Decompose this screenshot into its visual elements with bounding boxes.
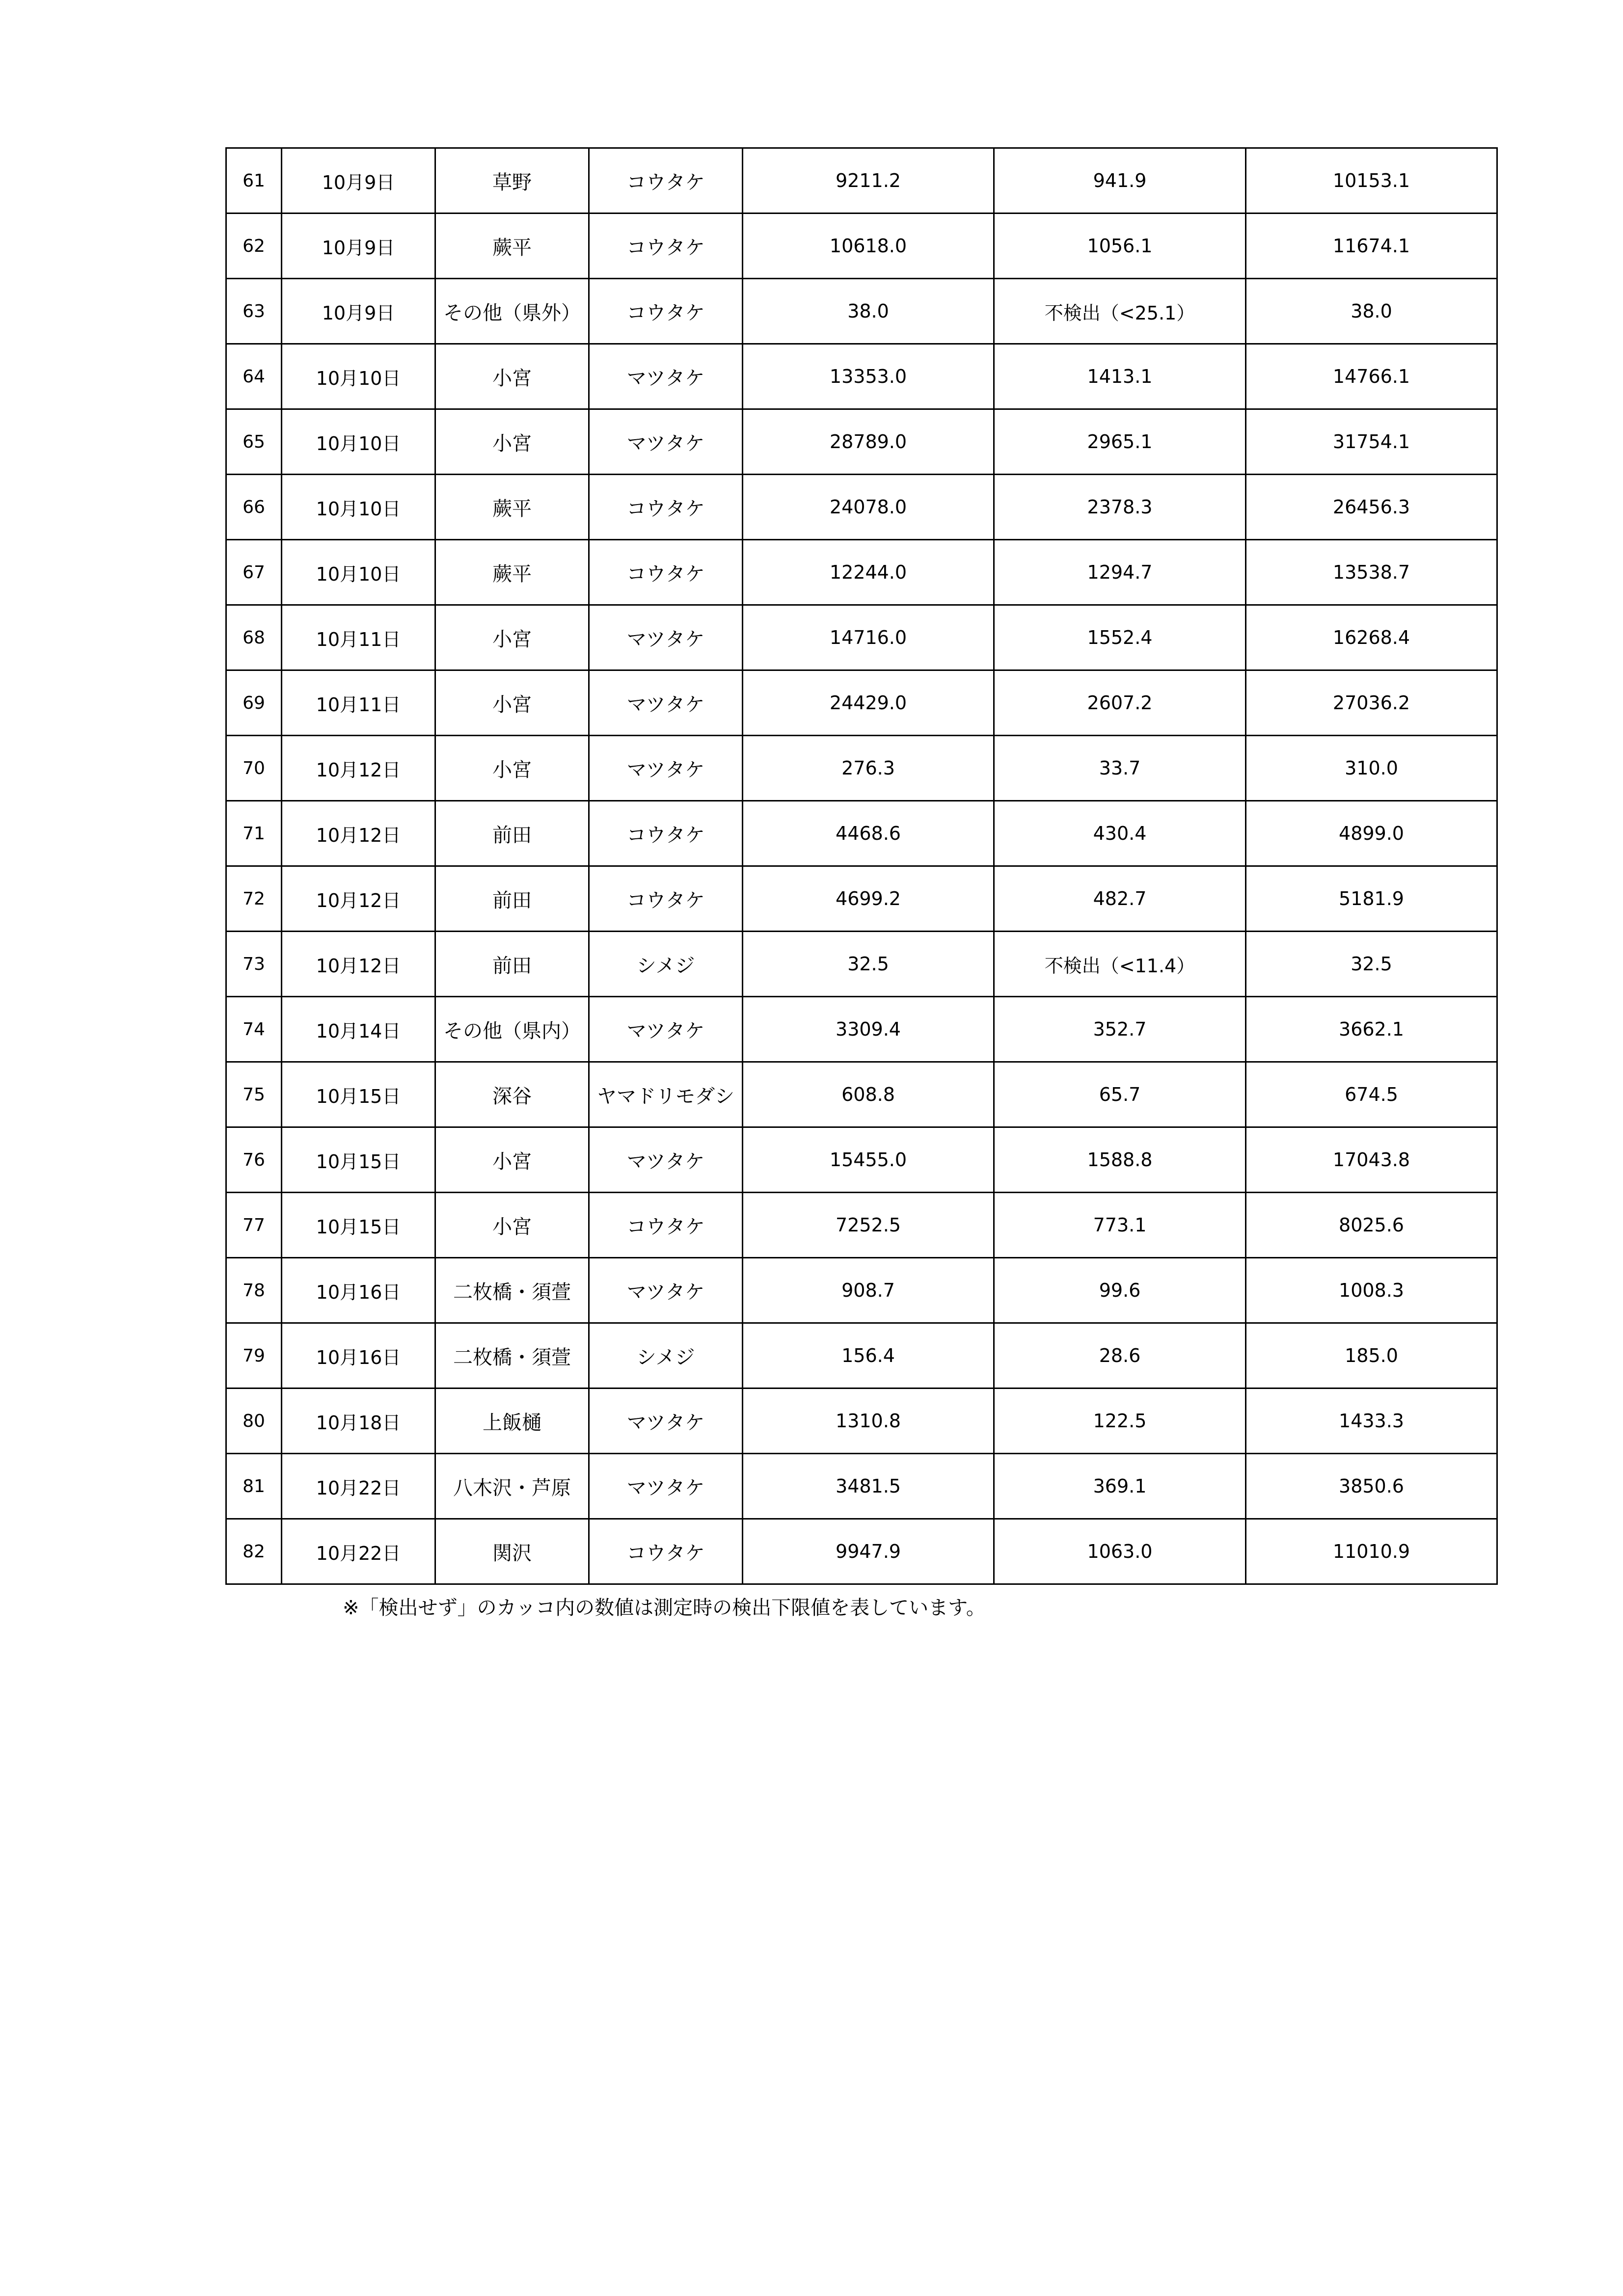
- table-body: [226, 148, 1497, 1584]
- cell-value-2: 1413.1: [994, 344, 1246, 409]
- table-row: [226, 214, 1497, 279]
- table-row: [226, 1258, 1497, 1323]
- cell-item: コウタケ: [589, 801, 743, 866]
- cell-item: コウタケ: [589, 1519, 743, 1584]
- cell-area: 小宮: [435, 1127, 589, 1193]
- cell-value-2: 482.7: [994, 866, 1246, 932]
- cell-number: 78: [226, 1258, 282, 1323]
- cell-value-1: 3481.5: [743, 1454, 994, 1519]
- cell-area: 蕨平: [435, 214, 589, 279]
- cell-value-2: 2965.1: [994, 409, 1246, 475]
- cell-number: 74: [226, 997, 282, 1062]
- cell-item: コウタケ: [589, 214, 743, 279]
- cell-total: 31754.1: [1246, 409, 1497, 475]
- cell-date: 10月15日: [282, 1193, 435, 1258]
- cell-value-1: 24429.0: [743, 670, 994, 736]
- cell-total: 3662.1: [1246, 997, 1497, 1062]
- cell-value-1: 12244.0: [743, 540, 994, 605]
- table-row: [226, 1519, 1497, 1584]
- cell-area: 上飯樋: [435, 1388, 589, 1454]
- cell-item: ヤマドリモダシ: [589, 1062, 743, 1127]
- cell-item: マツタケ: [589, 670, 743, 736]
- cell-number: 61: [226, 148, 282, 214]
- cell-date: 10月16日: [282, 1323, 435, 1388]
- cell-item: マツタケ: [589, 409, 743, 475]
- cell-date: 10月22日: [282, 1454, 435, 1519]
- cell-total: 5181.9: [1246, 866, 1497, 932]
- cell-item: マツタケ: [589, 1258, 743, 1323]
- cell-value-1: 10618.0: [743, 214, 994, 279]
- cell-value-1: 3309.4: [743, 997, 994, 1062]
- cell-value-1: 15455.0: [743, 1127, 994, 1193]
- cell-area: 草野: [435, 148, 589, 214]
- cell-number: 76: [226, 1127, 282, 1193]
- cell-value-2: 352.7: [994, 997, 1246, 1062]
- cell-area: 蕨平: [435, 475, 589, 540]
- cell-date: 10月9日: [282, 148, 435, 214]
- cell-total: 674.5: [1246, 1062, 1497, 1127]
- cell-total: 27036.2: [1246, 670, 1497, 736]
- cell-item: マツタケ: [589, 605, 743, 670]
- cell-date: 10月14日: [282, 997, 435, 1062]
- cell-number: 66: [226, 475, 282, 540]
- cell-value-2: 122.5: [994, 1388, 1246, 1454]
- cell-item: マツタケ: [589, 1454, 743, 1519]
- cell-total: 17043.8: [1246, 1127, 1497, 1193]
- cell-total: 14766.1: [1246, 344, 1497, 409]
- table-row: [226, 475, 1497, 540]
- cell-value-2: 99.6: [994, 1258, 1246, 1323]
- cell-value-1: 38.0: [743, 279, 994, 344]
- cell-item: マツタケ: [589, 1127, 743, 1193]
- table-row: [226, 932, 1497, 997]
- cell-number: 77: [226, 1193, 282, 1258]
- cell-value-1: 1310.8: [743, 1388, 994, 1454]
- cell-value-2: 941.9: [994, 148, 1246, 214]
- cell-value-1: 608.8: [743, 1062, 994, 1127]
- cell-total: 4899.0: [1246, 801, 1497, 866]
- table-row: [226, 409, 1497, 475]
- table-row: [226, 997, 1497, 1062]
- cell-number: 80: [226, 1388, 282, 1454]
- cell-number: 72: [226, 866, 282, 932]
- cell-date: 10月12日: [282, 866, 435, 932]
- cell-area: 二枚橋・須萱: [435, 1323, 589, 1388]
- cell-date: 10月9日: [282, 279, 435, 344]
- cell-item: マツタケ: [589, 997, 743, 1062]
- cell-date: 10月22日: [282, 1519, 435, 1584]
- cell-area: 前田: [435, 932, 589, 997]
- cell-date: 10月10日: [282, 540, 435, 605]
- cell-date: 10月10日: [282, 344, 435, 409]
- cell-area: 二枚橋・須萱: [435, 1258, 589, 1323]
- cell-value-2: 369.1: [994, 1454, 1246, 1519]
- cell-area: 小宮: [435, 605, 589, 670]
- cell-number: 82: [226, 1519, 282, 1584]
- cell-date: 10月9日: [282, 214, 435, 279]
- cell-total: 185.0: [1246, 1323, 1497, 1388]
- cell-area: 深谷: [435, 1062, 589, 1127]
- table-row: [226, 736, 1497, 801]
- cell-item: マツタケ: [589, 1388, 743, 1454]
- cell-date: 10月12日: [282, 801, 435, 866]
- cell-value-2: 28.6: [994, 1323, 1246, 1388]
- table-row: [226, 866, 1497, 932]
- cell-total: 11674.1: [1246, 214, 1497, 279]
- cell-total: 13538.7: [1246, 540, 1497, 605]
- cell-value-2: 1588.8: [994, 1127, 1246, 1193]
- cell-total: 1433.3: [1246, 1388, 1497, 1454]
- cell-area: 関沢: [435, 1519, 589, 1584]
- cell-item: シメジ: [589, 1323, 743, 1388]
- cell-item: コウタケ: [589, 1193, 743, 1258]
- cell-date: 10月15日: [282, 1127, 435, 1193]
- cell-value-2: 不検出（<11.4）: [994, 932, 1246, 997]
- cell-date: 10月12日: [282, 932, 435, 997]
- cell-value-2: 773.1: [994, 1193, 1246, 1258]
- cell-item: コウタケ: [589, 148, 743, 214]
- cell-area: その他（県内）: [435, 997, 589, 1062]
- cell-value-1: 9947.9: [743, 1519, 994, 1584]
- cell-date: 10月11日: [282, 670, 435, 736]
- cell-item: コウタケ: [589, 866, 743, 932]
- cell-total: 310.0: [1246, 736, 1497, 801]
- cell-value-1: 276.3: [743, 736, 994, 801]
- table-row: [226, 1388, 1497, 1454]
- cell-number: 63: [226, 279, 282, 344]
- cell-total: 32.5: [1246, 932, 1497, 997]
- cell-total: 11010.9: [1246, 1519, 1497, 1584]
- cell-area: 小宮: [435, 344, 589, 409]
- cell-total: 10153.1: [1246, 148, 1497, 214]
- table-row: [226, 1323, 1497, 1388]
- cell-value-1: 7252.5: [743, 1193, 994, 1258]
- cell-total: 8025.6: [1246, 1193, 1497, 1258]
- cell-date: 10月16日: [282, 1258, 435, 1323]
- cell-number: 79: [226, 1323, 282, 1388]
- cell-date: 10月15日: [282, 1062, 435, 1127]
- cell-value-1: 4699.2: [743, 866, 994, 932]
- cell-item: コウタケ: [589, 475, 743, 540]
- table-row: [226, 344, 1497, 409]
- cell-area: その他（県外）: [435, 279, 589, 344]
- cell-date: 10月10日: [282, 409, 435, 475]
- cell-value-1: 14716.0: [743, 605, 994, 670]
- cell-value-2: 1063.0: [994, 1519, 1246, 1584]
- table-row: [226, 801, 1497, 866]
- cell-number: 68: [226, 605, 282, 670]
- cell-item: コウタケ: [589, 279, 743, 344]
- cell-value-1: 4468.6: [743, 801, 994, 866]
- table-row: [226, 1062, 1497, 1127]
- cell-value-2: 1552.4: [994, 605, 1246, 670]
- cell-total: 26456.3: [1246, 475, 1497, 540]
- cell-value-2: 1294.7: [994, 540, 1246, 605]
- cell-number: 67: [226, 540, 282, 605]
- cell-number: 73: [226, 932, 282, 997]
- cell-total: 38.0: [1246, 279, 1497, 344]
- cell-value-1: 156.4: [743, 1323, 994, 1388]
- cell-date: 10月10日: [282, 475, 435, 540]
- cell-number: 75: [226, 1062, 282, 1127]
- cell-value-1: 32.5: [743, 932, 994, 997]
- cell-number: 64: [226, 344, 282, 409]
- cell-total: 16268.4: [1246, 605, 1497, 670]
- cell-item: コウタケ: [589, 540, 743, 605]
- cell-date: 10月11日: [282, 605, 435, 670]
- cell-value-2: 1056.1: [994, 214, 1246, 279]
- cell-number: 65: [226, 409, 282, 475]
- cell-number: 81: [226, 1454, 282, 1519]
- cell-value-2: 2607.2: [994, 670, 1246, 736]
- cell-number: 62: [226, 214, 282, 279]
- cell-value-2: 430.4: [994, 801, 1246, 866]
- cell-area: 小宮: [435, 736, 589, 801]
- cell-total: 1008.3: [1246, 1258, 1497, 1323]
- cell-value-1: 24078.0: [743, 475, 994, 540]
- table-row: [226, 605, 1497, 670]
- cell-total: 3850.6: [1246, 1454, 1497, 1519]
- cell-area: 前田: [435, 801, 589, 866]
- cell-value-1: 28789.0: [743, 409, 994, 475]
- cell-number: 71: [226, 801, 282, 866]
- cell-value-2: 65.7: [994, 1062, 1246, 1127]
- table-row: [226, 279, 1497, 344]
- cell-area: 蕨平: [435, 540, 589, 605]
- cell-date: 10月18日: [282, 1388, 435, 1454]
- table-row: [226, 1454, 1497, 1519]
- cell-value-1: 9211.2: [743, 148, 994, 214]
- cell-area: 小宮: [435, 1193, 589, 1258]
- cell-area: 前田: [435, 866, 589, 932]
- cell-value-2: 33.7: [994, 736, 1246, 801]
- cell-item: マツタケ: [589, 344, 743, 409]
- cell-area: 小宮: [435, 670, 589, 736]
- cell-area: 八木沢・芦原: [435, 1454, 589, 1519]
- measurement-table: [225, 147, 1498, 1585]
- table-row: [226, 670, 1497, 736]
- table-row: [226, 148, 1497, 214]
- cell-value-2: 2378.3: [994, 475, 1246, 540]
- cell-value-2: 不検出（<25.1）: [994, 279, 1246, 344]
- cell-value-1: 908.7: [743, 1258, 994, 1323]
- cell-item: シメジ: [589, 932, 743, 997]
- cell-date: 10月12日: [282, 736, 435, 801]
- table-row: [226, 1193, 1497, 1258]
- footnote: ※「検出せず」のカッコ内の数値は測定時の検出下限値を表しています。: [343, 1597, 986, 1619]
- table-row: [226, 1127, 1497, 1193]
- cell-area: 小宮: [435, 409, 589, 475]
- cell-number: 70: [226, 736, 282, 801]
- cell-value-1: 13353.0: [743, 344, 994, 409]
- cell-item: マツタケ: [589, 736, 743, 801]
- table-row: [226, 540, 1497, 605]
- cell-number: 69: [226, 670, 282, 736]
